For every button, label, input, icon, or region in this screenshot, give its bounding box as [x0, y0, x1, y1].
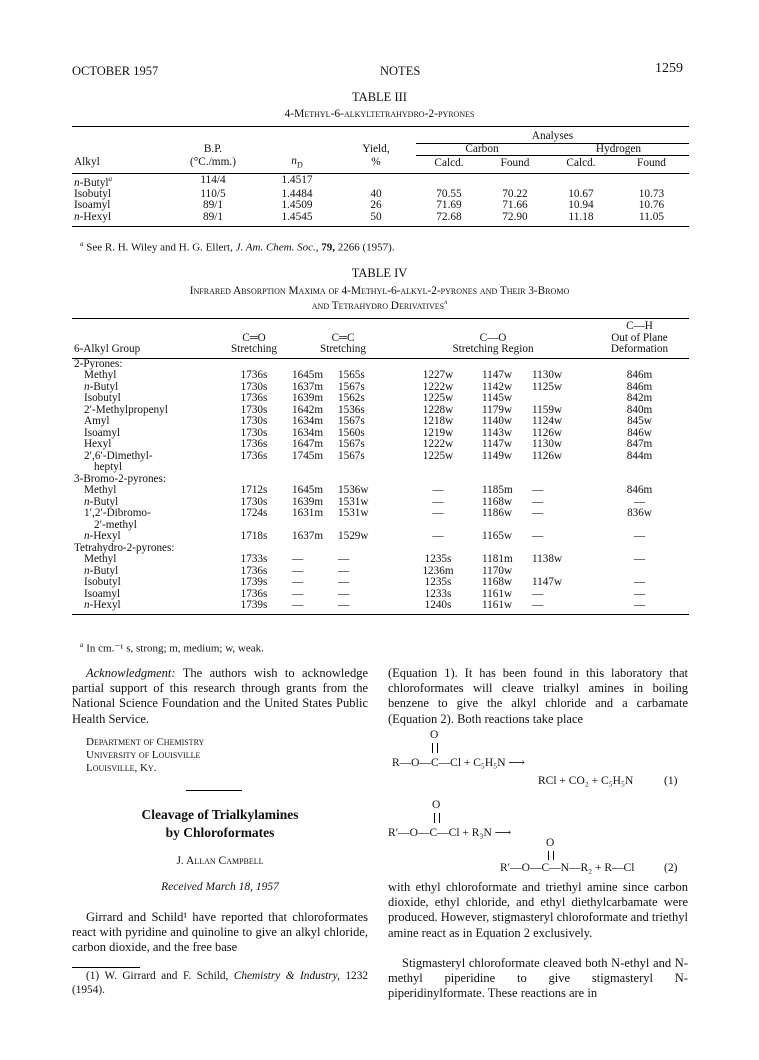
table4-cell: 1124w	[532, 415, 563, 427]
table4-cell: 1730s	[240, 403, 268, 416]
table4-cell: 1236m	[422, 564, 454, 577]
table4-header-co: C═O	[242, 331, 266, 344]
table4-header-cc: C═C	[331, 331, 355, 344]
table3-cell: 50	[370, 211, 382, 224]
table3	[72, 126, 689, 227]
table4-cell: 1567s	[338, 438, 365, 450]
right-paragraph-1: (Equation 1). It has been found in this laboratory that chloroformates will cleave trialkyl amines in boiling benzene to give the alkyl chloride and a carbamate (Equation 2). Both reactions take place	[388, 666, 688, 726]
received-date: Received March 18, 1957	[161, 881, 279, 893]
table3-header-bp: B.P.	[203, 142, 223, 155]
table3-cell-alkyl: Isoamyl	[74, 199, 111, 212]
table4-cell: 1147w	[482, 369, 513, 381]
table4-cell-group: Methyl	[84, 369, 117, 381]
table3-cell: 1.4509	[281, 199, 313, 212]
table4-cell: 1739s	[240, 576, 268, 588]
table4-cell: 1531w	[338, 495, 369, 508]
table3-cell-alkyl: Isobutyl	[74, 187, 112, 200]
table4-cell-group: heptyl	[94, 461, 122, 473]
table4-row	[72, 393, 689, 405]
table4	[72, 318, 689, 615]
table3-header-yield-pct: %	[371, 156, 381, 169]
table4-cell: 1165w	[482, 530, 513, 542]
table4-cell-group: n-Butyl	[84, 380, 119, 393]
table4-cell: 1536w	[338, 484, 369, 496]
eq2-number: (2)	[664, 862, 678, 874]
table4-cell	[396, 462, 480, 474]
table3-cell: 1.4545	[281, 211, 313, 224]
table4-header-co-stretch: Stretching	[231, 343, 277, 355]
table4-row	[72, 554, 689, 566]
table3-cell: 1.4484	[281, 187, 313, 200]
table3-cell	[336, 173, 416, 189]
table4-cell: 1567s	[338, 449, 365, 462]
table4-row	[72, 589, 689, 601]
table4-cell: —	[633, 553, 646, 565]
table4-cell: —	[432, 507, 444, 519]
table4-cell: 1143w	[482, 426, 513, 439]
table4-cell	[530, 462, 590, 474]
table4-cell: 1645m	[292, 369, 324, 381]
table3-cell: 89/1	[202, 211, 224, 224]
eq2-carbonyl-o: O	[432, 799, 441, 811]
table3-cell: 114/4	[200, 174, 226, 187]
table4-cell: 1637m	[292, 530, 324, 542]
table4-cell	[218, 462, 290, 474]
table4-cell: 1733s	[240, 553, 268, 565]
table4-cell: 1645m	[292, 484, 324, 496]
table4-cell: 1130w	[532, 438, 563, 450]
table4-cell: 1181m	[482, 553, 513, 565]
table3-header-h-found: Found	[637, 156, 666, 169]
eq2-double-bond	[434, 813, 440, 823]
table4-cell: 1147w	[482, 438, 513, 450]
table3-cell: 70.22	[502, 187, 528, 200]
table4-cell: —	[633, 495, 646, 508]
table4-cell: 1138w	[532, 553, 563, 565]
table4-cell: 1125w	[532, 380, 563, 393]
table4-cell: 840m	[626, 403, 653, 416]
right-paragraph-3: Stigmasteryl chloroformate cleaved both N-ethyl and N-methyl piperidine to give stigmasteryl N-piperidinylformate. These reactions are in	[388, 956, 688, 1001]
table4-cell-group: n-Hexyl	[84, 530, 121, 542]
table3-cell: 26	[370, 199, 382, 212]
table4-cell-group: Tetrahydro-2-pyrones:	[74, 541, 175, 554]
eq1-carbonyl-o: O	[430, 729, 439, 741]
table4-cell: 846m	[626, 369, 653, 381]
table4-cell: 846w	[627, 426, 652, 439]
intro-paragraph: Girrard and Schild¹ have reported that chloroformates react with pyridine and quinoline to give an alkyl chloride, carbon dioxide, and the free base	[72, 910, 368, 955]
table3-label: TABLE III	[352, 90, 407, 104]
table4-cell: —	[292, 576, 304, 588]
table4-row	[72, 543, 689, 555]
table4-footnote: $^a$ In cm.⁻¹ s, strong; m, medium; w, weak.	[80, 641, 264, 655]
table3-cell-alkyl: n-Hexyl	[74, 211, 112, 224]
table4-row	[72, 370, 689, 382]
table4-cell: —	[532, 587, 544, 600]
table4-row	[72, 600, 689, 612]
table4-cell: —	[432, 530, 444, 542]
table3-cell: 72.90	[502, 211, 528, 224]
table3-row	[72, 173, 689, 189]
table4-cell: 1161w	[482, 587, 513, 600]
table4-cell: 1222w	[422, 438, 454, 450]
table4-row	[72, 451, 689, 463]
table4-header-ch: C—H	[626, 320, 653, 332]
article-title: Cleavage of Trialkylamines by Chloroformates	[141, 807, 299, 840]
table4-row	[72, 462, 689, 474]
table4-row	[72, 497, 689, 509]
table4-row	[72, 520, 689, 532]
affiliation: Department of Chemistry University of Louisville Louisville, Ky.	[86, 736, 205, 774]
table4-cell: 1642m	[292, 403, 324, 416]
table3-cell: 40	[370, 187, 382, 200]
table4-cell: —	[633, 530, 646, 542]
table3-cell	[548, 173, 614, 189]
table3-header-bp-units: (°C./mm.)	[190, 156, 236, 169]
table4-cell-group: 2-Pyrones:	[74, 357, 123, 370]
table4-cell: —	[338, 553, 350, 565]
running-header-section: NOTES	[380, 64, 421, 78]
table4-cell: 1631m	[292, 507, 324, 519]
table4-cell: 1736s	[240, 449, 268, 462]
table4-label: TABLE IV	[351, 266, 408, 280]
table3-header-analyses: Analyses	[416, 131, 689, 143]
table3-header-hydrogen: Hydrogen	[548, 143, 689, 156]
table3-row	[72, 212, 689, 224]
table4-cell: 1736s	[240, 438, 268, 450]
table4-cell: 1145w	[482, 392, 513, 404]
table4-cell: 1565s	[338, 369, 365, 381]
table4-row	[72, 531, 689, 543]
table4-cell: 1730s	[240, 426, 268, 439]
table4-cell: 1222w	[422, 380, 454, 393]
eq2-right: R′—O—C—N—R₂ + R—Cl	[500, 862, 635, 874]
table4-cell-group: n-Butyl	[84, 564, 119, 577]
table4-cell: 1730s	[240, 415, 268, 427]
table4-cell: 1227w	[422, 369, 454, 381]
table4-cell: 1531w	[338, 507, 369, 519]
table4-cell: 1185m	[482, 484, 513, 496]
table4-cell: —	[432, 484, 444, 496]
eq2-left: R′—O—C—Cl + R₃N ⟶	[388, 827, 512, 839]
table4-cell: 1562s	[338, 392, 365, 404]
table4-cell: 1149w	[482, 449, 513, 462]
table3-cell	[416, 173, 482, 189]
table4-cell: —	[532, 507, 544, 519]
footnote-rule	[72, 967, 140, 968]
table3-cell: 110/5	[200, 187, 226, 200]
table4-cell-group: n-Butyl	[84, 495, 119, 508]
table4-header-ch-deform: Deformation	[610, 343, 669, 355]
table4-cell: 1130w	[532, 369, 563, 381]
table4-cell: —	[292, 564, 304, 577]
table4-header-ch-oop: Out of Plane	[611, 331, 668, 344]
eq1-number: (1)	[664, 775, 678, 787]
table4-cell	[590, 462, 689, 474]
table4-cell: —	[338, 599, 350, 611]
right-paragraph-2: with ethyl chloroformate and triethyl amine since carbon dioxide, ethyl chloride, and ethyl diethylcarbamate were produced. However, stigmasteryl chloroformate and triethyl amine react as in Equation 2 exclusively.	[388, 880, 688, 940]
eq1-left: R—O—C—Cl + C₅H₅N ⟶	[392, 757, 525, 769]
table4-cell: 1639m	[292, 392, 324, 404]
section-rule	[186, 790, 242, 791]
table4-cell: —	[633, 576, 646, 588]
table4-cell: —	[292, 553, 304, 565]
table3-cell: 10.67	[568, 187, 594, 200]
table4-cell: 1536s	[338, 403, 365, 416]
table4-cell: 1228w	[422, 403, 454, 416]
table4-cell-group: Isoamyl	[84, 426, 121, 439]
table4-row	[72, 358, 689, 370]
table3-header-carbon: Carbon	[416, 143, 548, 156]
table4-cell: 1126w	[532, 449, 563, 462]
table4-cell: 1159w	[532, 403, 563, 416]
table4-header-group: 6-Alkyl Group	[74, 343, 141, 355]
table3-cell: 10.94	[568, 199, 594, 212]
table4-cell: 1168w	[482, 495, 513, 508]
table4-cell-group: 2′-Methylpropenyl	[84, 403, 168, 416]
table4-cell: —	[532, 599, 544, 611]
table4-header-cc-stretch: Stretching	[320, 343, 366, 355]
table4-cell: 1168w	[482, 576, 513, 588]
table4-cell: 1730s	[240, 495, 268, 508]
table3-cell: 11.05	[639, 211, 664, 224]
table4-row	[72, 474, 689, 486]
running-header-date: OCTOBER 1957	[72, 64, 159, 78]
author: J. Allan Campbell	[176, 855, 264, 867]
table4-row	[72, 382, 689, 394]
table4-cell-group: Isoamyl	[84, 587, 121, 600]
table3-cell: 10.73	[638, 187, 665, 200]
table4-cell-group: 1′,2′-Dibromo-	[84, 507, 151, 519]
table4-cell: 1567s	[338, 415, 365, 427]
table4-cell: 836w	[627, 507, 652, 519]
eq1-double-bond	[432, 743, 438, 753]
table4-cell-group: 2′-methyl	[94, 518, 137, 531]
table4-row	[72, 577, 689, 589]
table3-footnote: $^a$ See R. H. Wiley and H. G. Ellert, J. Am. Chem. Soc., 79, 2266 (1957).	[80, 240, 395, 254]
table4-cell: 1218w	[422, 415, 454, 427]
table3-cell: 11.18	[568, 211, 594, 224]
table3-header-yield: Yield,	[362, 142, 390, 155]
table4-row	[72, 439, 689, 451]
table4-cell-group: 2′,6′-Dimethyl-	[84, 449, 153, 462]
page-number: 1259	[655, 61, 683, 76]
table4-cell: 1724s	[240, 507, 268, 519]
table3-header-c-calcd: Calcd.	[434, 156, 464, 169]
table4-cell: 1225w	[422, 449, 454, 462]
table4-cell: 1736s	[240, 564, 268, 577]
table4-cell	[290, 462, 336, 474]
table4-cell	[530, 393, 590, 405]
table4-cell: —	[292, 599, 304, 611]
table4-cell: 1179w	[482, 403, 513, 416]
table3-header-h-calcd: Calcd.	[566, 156, 596, 169]
table4-cell-group: Methyl	[84, 553, 117, 565]
table3-cell	[482, 173, 548, 189]
table4-cell: 1639m	[292, 495, 324, 508]
table4-row	[72, 405, 689, 417]
table4-cell: 1142w	[482, 380, 513, 393]
table4-cell-group: Methyl	[84, 484, 117, 496]
table4-cell: 846m	[626, 380, 653, 393]
table4-cell: 1736s	[240, 587, 268, 600]
table4-cell: 1634m	[292, 415, 324, 427]
table4-title-line2: and Tetrahydro Derivatives$^a$	[311, 298, 448, 312]
table4-cell: 842m	[626, 392, 653, 404]
table4-cell: 1235s	[424, 553, 452, 565]
table4-cell: —	[532, 530, 544, 542]
eq2-carbonyl-o-product: O	[546, 837, 555, 849]
table4-cell: 1219w	[422, 426, 454, 439]
table4-cell: 845w	[627, 415, 652, 427]
table3-cell: 70.55	[436, 187, 462, 200]
table4-cell: 1560s	[338, 426, 365, 439]
table4-cell: —	[292, 587, 304, 600]
table4-header-c-o-region: Stretching Region	[452, 343, 534, 355]
table4-cell: 1634m	[292, 426, 324, 439]
table4-cell: 1161w	[482, 599, 513, 611]
table4-cell	[480, 462, 530, 474]
table3-header-c-found: Found	[500, 156, 530, 169]
table4-cell: —	[532, 495, 544, 508]
table4-cell-group: n-Hexyl	[84, 599, 121, 611]
table3-header-alkyl: Alkyl	[74, 156, 100, 169]
table4-cell: —	[338, 587, 350, 600]
table4-cell: 1739s	[240, 599, 268, 611]
table4-row	[72, 485, 689, 497]
table4-row	[72, 566, 689, 578]
table4-cell-group: Isobutyl	[84, 576, 121, 588]
table4-row	[72, 508, 689, 520]
table4-cell: 1529w	[338, 530, 369, 542]
table4-cell: —	[532, 484, 544, 496]
table3-cell: 1.4517	[281, 174, 313, 187]
table4-cell: 1712s	[240, 484, 268, 496]
table4-cell: 1225w	[422, 392, 454, 404]
table4-row	[72, 416, 689, 428]
table4-cell: 1140w	[482, 415, 513, 427]
acknowledgment-paragraph: Acknowledgment: The authors wish to acknowledge partial support of this research through grants from the National Science Foundation and the United States Public Health Service.	[72, 666, 368, 726]
footnote-1: (1) W. Girrard and F. Schild, Chemistry & Industry, 1232 (1954).	[72, 970, 368, 996]
table3-cell	[614, 173, 689, 189]
table4-cell: 1186w	[482, 507, 513, 519]
table4-header-c-o: C—O	[479, 331, 507, 344]
table4-cell: —	[633, 599, 646, 611]
table4-cell: —	[338, 576, 350, 588]
table4-cell: 1235s	[424, 576, 452, 588]
table4-cell: 1170w	[482, 564, 513, 577]
table3-cell-alkyl: n-Butyl$^a$	[74, 174, 113, 189]
table4-cell-group: Hexyl	[84, 438, 112, 450]
table4-cell	[336, 462, 396, 474]
table4-cell: 846m	[626, 484, 653, 496]
table3-cell: 10.76	[638, 199, 665, 212]
table4-cell-group: Amyl	[84, 415, 110, 427]
table4-cell: 1147w	[532, 576, 563, 588]
table4-cell: 844m	[626, 449, 653, 462]
table4-cell: —	[633, 587, 646, 600]
table3-cell: 71.69	[436, 199, 462, 212]
table3-cell: 89/1	[202, 199, 224, 212]
table4-cell: 1567s	[338, 380, 365, 393]
table4-cell: —	[338, 564, 350, 577]
table3-title: 4-Methyl-6-alkyltetrahydro-2-pyrones	[284, 108, 475, 120]
table4-cell: 1647m	[292, 438, 324, 450]
table4-cell: 1736s	[240, 369, 268, 381]
table3-cell: 72.68	[436, 211, 462, 224]
table4-cell: 1718s	[240, 530, 268, 542]
table4-cell-group: 3-Bromo-2-pyrones:	[74, 472, 166, 485]
table4-cell: —	[432, 495, 444, 508]
table4-cell: 1745m	[292, 449, 324, 462]
eq2-product-double-bond	[548, 851, 554, 860]
table3-header-nd: $n_D$	[291, 154, 303, 169]
table4-cell: 1233s	[424, 587, 452, 600]
table4-cell: 847m	[626, 438, 653, 450]
table4-title-line1: Infrared Absorption Maxima of 4-Methyl-6-alkyl-2-pyrones and Their 3-Bromo	[189, 285, 570, 297]
table4-cell: 1637m	[292, 380, 324, 393]
table4-cell: 1240s	[424, 599, 452, 611]
table4-cell-group: Isobutyl	[84, 392, 121, 404]
table4-cell: 1730s	[240, 380, 268, 393]
table4-cell: 1736s	[240, 392, 268, 404]
table4-row	[72, 428, 689, 440]
table4-cell: 1126w	[532, 426, 563, 439]
eq1-right: RCl + CO₂ + C₅H₅N	[538, 775, 634, 787]
table3-cell: 71.66	[502, 199, 528, 212]
